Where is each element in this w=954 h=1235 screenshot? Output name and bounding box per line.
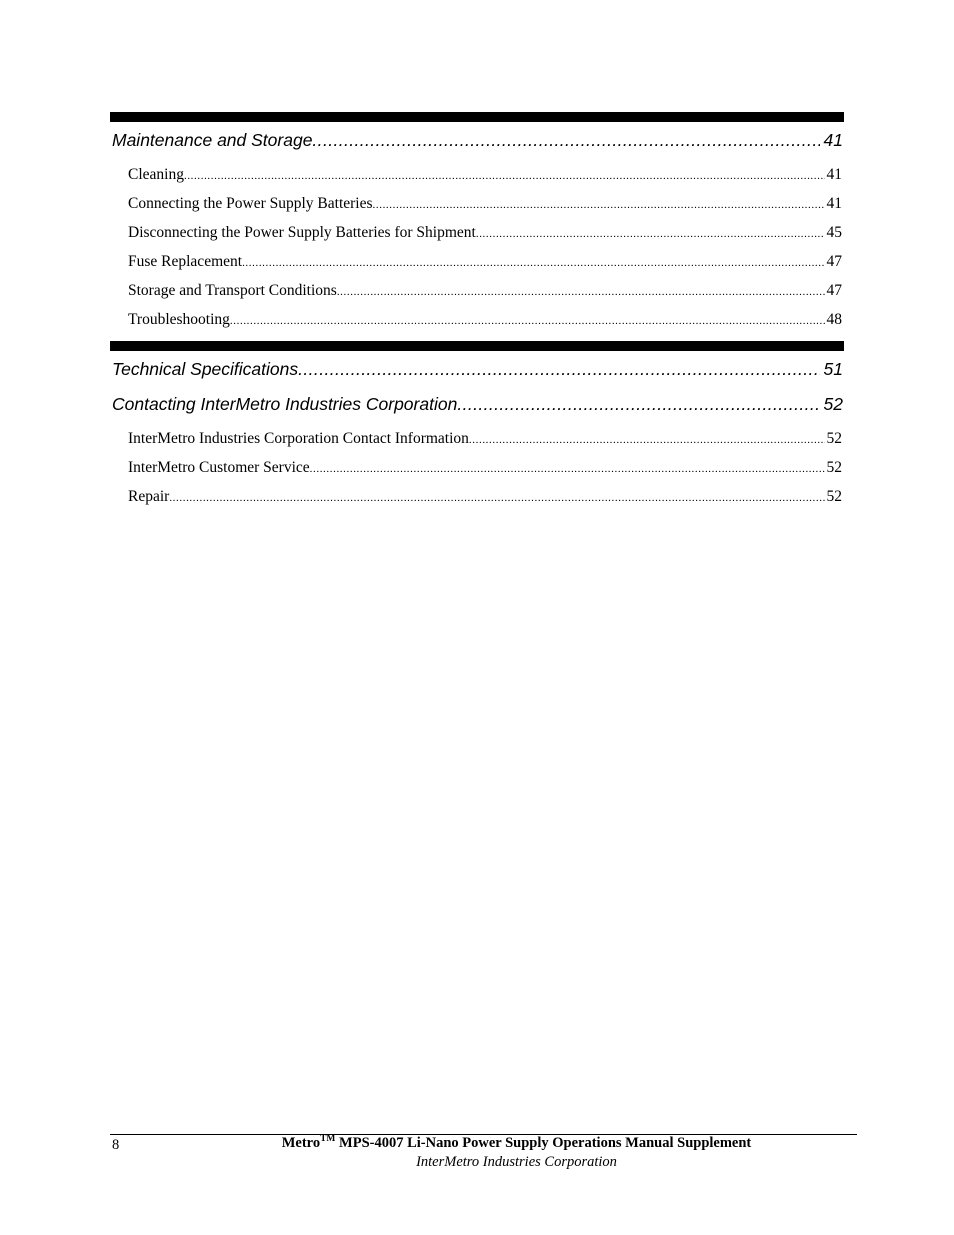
dot-leader [312, 130, 819, 151]
dot-leader [310, 459, 825, 477]
toc-entry-contacting-intermetro[interactable] [112, 394, 843, 418]
toc-entry-page: 51 [823, 359, 843, 379]
toc-subentry-connecting-batteries[interactable] [128, 195, 842, 217]
dot-leader [298, 359, 819, 380]
footer-title-text: MPS-4007 Li-Nano Power Supply Operations Manual Supplement [335, 1135, 752, 1151]
toc-subentry-title: Storage and Transport Conditions [128, 282, 337, 299]
toc-subentry-page: 47 [826, 282, 842, 299]
toc-subentry-customer-service[interactable] [128, 459, 842, 481]
toc-subentry-fuse-replacement[interactable] [128, 253, 842, 275]
dot-leader [169, 488, 824, 506]
dot-leader [457, 394, 819, 415]
dot-leader [242, 253, 824, 271]
toc-subentry-page: 45 [826, 224, 842, 241]
toc-subentry-disconnecting-batteries[interactable] [128, 224, 842, 246]
footer-page-number: 8 [112, 1137, 120, 1153]
toc-subentry-title: Fuse Replacement [128, 253, 243, 270]
dot-leader [469, 430, 825, 448]
toc-subentry-title: Repair [128, 488, 170, 505]
toc-entry-title: Contacting InterMetro Industries Corporation [112, 394, 458, 414]
toc-subentry-page: 48 [826, 311, 842, 328]
toc-subentry-title: InterMetro Industries Corporation Contact Information [128, 430, 469, 447]
section-divider [110, 112, 844, 122]
footer-document-title [180, 1134, 853, 1152]
toc-entry-title: Technical Specifications [112, 359, 299, 379]
toc-entry-page: 52 [823, 394, 843, 414]
toc-entry-maintenance-and-storage[interactable] [112, 130, 843, 154]
footer-company-name: InterMetro Industries Corporation [416, 1154, 617, 1170]
dot-leader [337, 282, 825, 300]
toc-subentry-page: 52 [826, 459, 842, 476]
footer-brand: Metro [281, 1135, 321, 1151]
toc-subentry-page: 41 [826, 166, 842, 183]
toc-subentry-cleaning[interactable] [128, 166, 842, 188]
toc-entry-page: 41 [823, 130, 843, 150]
section-divider [110, 341, 844, 351]
toc-subentry-title: Connecting the Power Supply Batteries [128, 195, 373, 212]
toc-subentry-page: 52 [826, 488, 842, 505]
dot-leader [373, 195, 825, 213]
toc-subentry-contact-information[interactable] [128, 430, 842, 452]
toc-subentry-page: 52 [826, 430, 842, 447]
toc-subentry-repair[interactable] [128, 488, 842, 510]
toc-subentry-troubleshooting[interactable] [128, 311, 842, 333]
toc-subentry-title: Disconnecting the Power Supply Batteries for Shipment [128, 224, 476, 241]
dot-leader [230, 311, 825, 329]
toc-entry-technical-specifications[interactable] [112, 359, 843, 383]
dot-leader [476, 224, 825, 242]
toc-subentry-page: 41 [826, 195, 842, 212]
trademark-mark: TM [320, 1134, 336, 1144]
toc-subentry-title: InterMetro Customer Service [128, 459, 310, 476]
toc-subentry-page: 47 [826, 253, 842, 270]
toc-subentry-storage-transport[interactable] [128, 282, 842, 304]
dot-leader [184, 166, 825, 184]
toc-entry-title: Maintenance and Storage [112, 130, 313, 150]
toc-subentry-title: Cleaning [128, 166, 184, 183]
toc-subentry-title: Troubleshooting [128, 311, 230, 328]
